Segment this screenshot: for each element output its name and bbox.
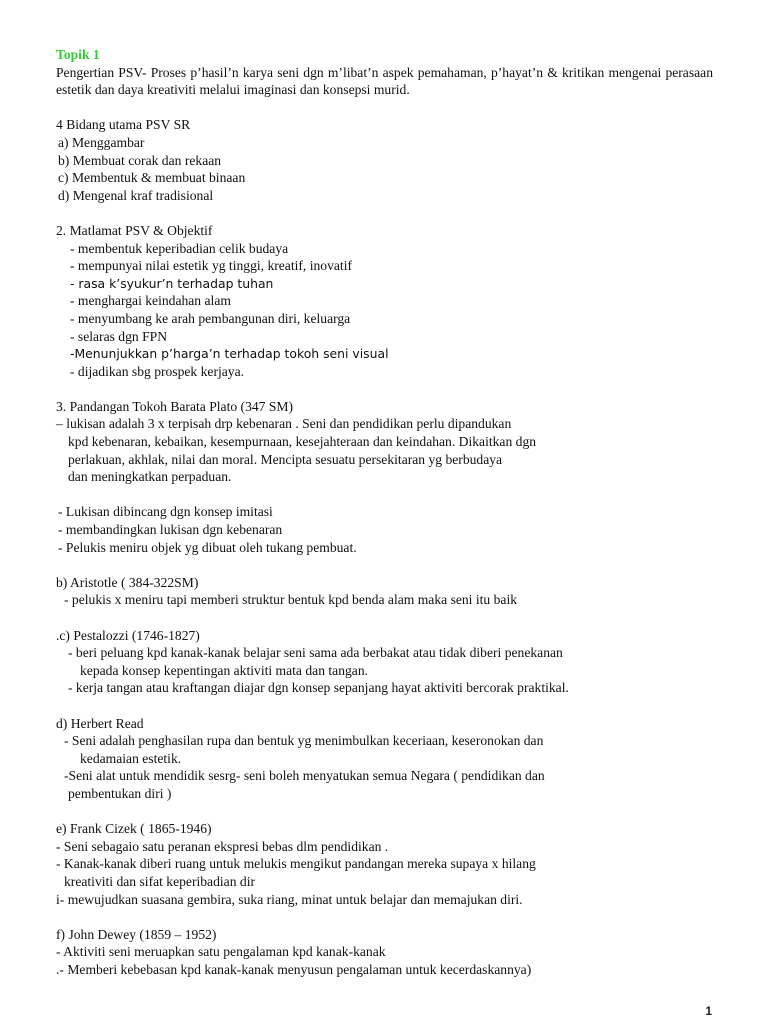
paragraph-line: - Seni adalah penghasilan rupa dan bentuk yg menimbulkan keceriaan, keseronokan dan xyxy=(64,733,544,749)
page-number: 1 xyxy=(705,1004,712,1018)
paragraph-line: – lukisan adalah 3 x terpisah drp kebenaran . Seni dan pendidikan perlu dipandukan xyxy=(56,416,512,432)
paragraph-line: - Kanak-kanak diberi ruang untuk melukis mengikut pandangan mereka supaya x hilang xyxy=(56,856,536,872)
paragraph-line: .- Memberi kebebasan kpd kanak-kanak menyusun pengalaman untuk kecerdaskannya) xyxy=(56,961,532,977)
cizek-heading: e) Frank Cizek ( 1865-1946) xyxy=(56,821,212,837)
read-heading: d) Herbert Read xyxy=(56,715,144,731)
list-item: a) Menggambar xyxy=(58,134,145,150)
paragraph-line: kreativiti dan sifat keperibadian dir xyxy=(64,873,255,889)
paragraph-line: i- mewujudkan suasana gembira, suka riang, minat untuk belajar dan memajukan diri. xyxy=(56,891,523,907)
list-item: c) Membentuk & membuat binaan xyxy=(58,170,246,186)
paragraph-line: -Seni alat untuk mendidik sesrg- seni boleh menyatukan semua Negara ( pendidikan dan xyxy=(64,768,545,784)
list-item: - membentuk keperibadian celik budaya xyxy=(70,240,289,256)
paragraph-line: perlakuan, akhlak, nilai dan moral. Mencipta sesuatu persekitaran yg berbudaya xyxy=(68,451,503,467)
list-item: b) Membuat corak dan rekaan xyxy=(58,152,222,168)
list-item: - menyumbang ke arah pembangunan diri, keluarga xyxy=(70,310,351,326)
list-item: - dijadikan sbg prospek kerjaya. xyxy=(70,363,245,379)
list-item: - selaras dgn FPN xyxy=(70,328,168,344)
list-item: d) Mengenal kraf tradisional xyxy=(58,187,214,203)
paragraph-line: kpd kebenaran, kebaikan, kesempurnaan, kesejahteraan dan keindahan. Dikaitkan dgn xyxy=(68,434,537,450)
topic-title: Topik 1 xyxy=(56,47,100,62)
aristotle-heading: b) Aristotle ( 384-322SM) xyxy=(56,574,199,590)
intro-paragraph: Pengertian PSV- Proses p’hasil’n karya seni dgn m’libat’n aspek pemahaman, p’hayat’n & kritikan mengenai perasaan estetik dan daya kreativiti melalui imaginasi dan konsepsi murid. xyxy=(56,64,713,98)
plato-heading: 3. Pandangan Tokoh Barata Plato (347 SM) xyxy=(56,398,294,414)
list-item: - menghargai keindahan alam xyxy=(70,293,231,309)
paragraph-line: kepada konsep kepentingan aktiviti mata dan tangan. xyxy=(80,662,369,678)
paragraph-line: - Seni sebagaio satu peranan ekspresi bebas dlm pendidikan . xyxy=(56,838,389,854)
list-item: - Lukisan dibincang dgn konsep imitasi xyxy=(58,504,273,520)
paragraph-line: kedamaian estetik. xyxy=(80,750,182,766)
bidang-heading: 4 Bidang utama PSV SR xyxy=(56,117,191,133)
matlamat-heading: 2. Matlamat PSV & Objektif xyxy=(56,222,213,238)
paragraph-line: pembentukan diri ) xyxy=(68,785,172,801)
dewey-heading: f) John Dewey (1859 – 1952) xyxy=(56,926,217,942)
list-item: -Menunjukkan p’harga’n terhadap tokoh seni visual xyxy=(70,346,389,362)
list-item: - Pelukis meniru objek yg dibuat oleh tukang pembuat. xyxy=(58,539,357,555)
document-body xyxy=(56,46,713,978)
paragraph-line: - Aktiviti seni meruapkan satu pengalaman kpd kanak-kanak xyxy=(56,944,386,960)
list-item: - mempunyai nilai estetik yg tinggi, kreatif, inovatif xyxy=(70,258,353,274)
paragraph-line: - kerja tangan atau kraftangan diajar dgn konsep sepanjang hayat aktiviti bercorak praktikal. xyxy=(68,680,569,696)
paragraph-line: - pelukis x meniru tapi memberi struktur bentuk kpd benda alam maka seni itu baik xyxy=(64,592,518,608)
list-item: - membandingkan lukisan dgn kebenaran xyxy=(58,522,283,538)
paragraph-line: - beri peluang kpd kanak-kanak belajar seni sama ada berbakat atau tidak diberi penekanan xyxy=(68,645,563,661)
pestalozzi-heading: .c) Pestalozzi (1746-1827) xyxy=(56,627,200,643)
list-item: - rasa k’syukur’n terhadap tuhan xyxy=(70,275,274,291)
paragraph-line: dan meningkatkan perpaduan. xyxy=(68,469,232,485)
